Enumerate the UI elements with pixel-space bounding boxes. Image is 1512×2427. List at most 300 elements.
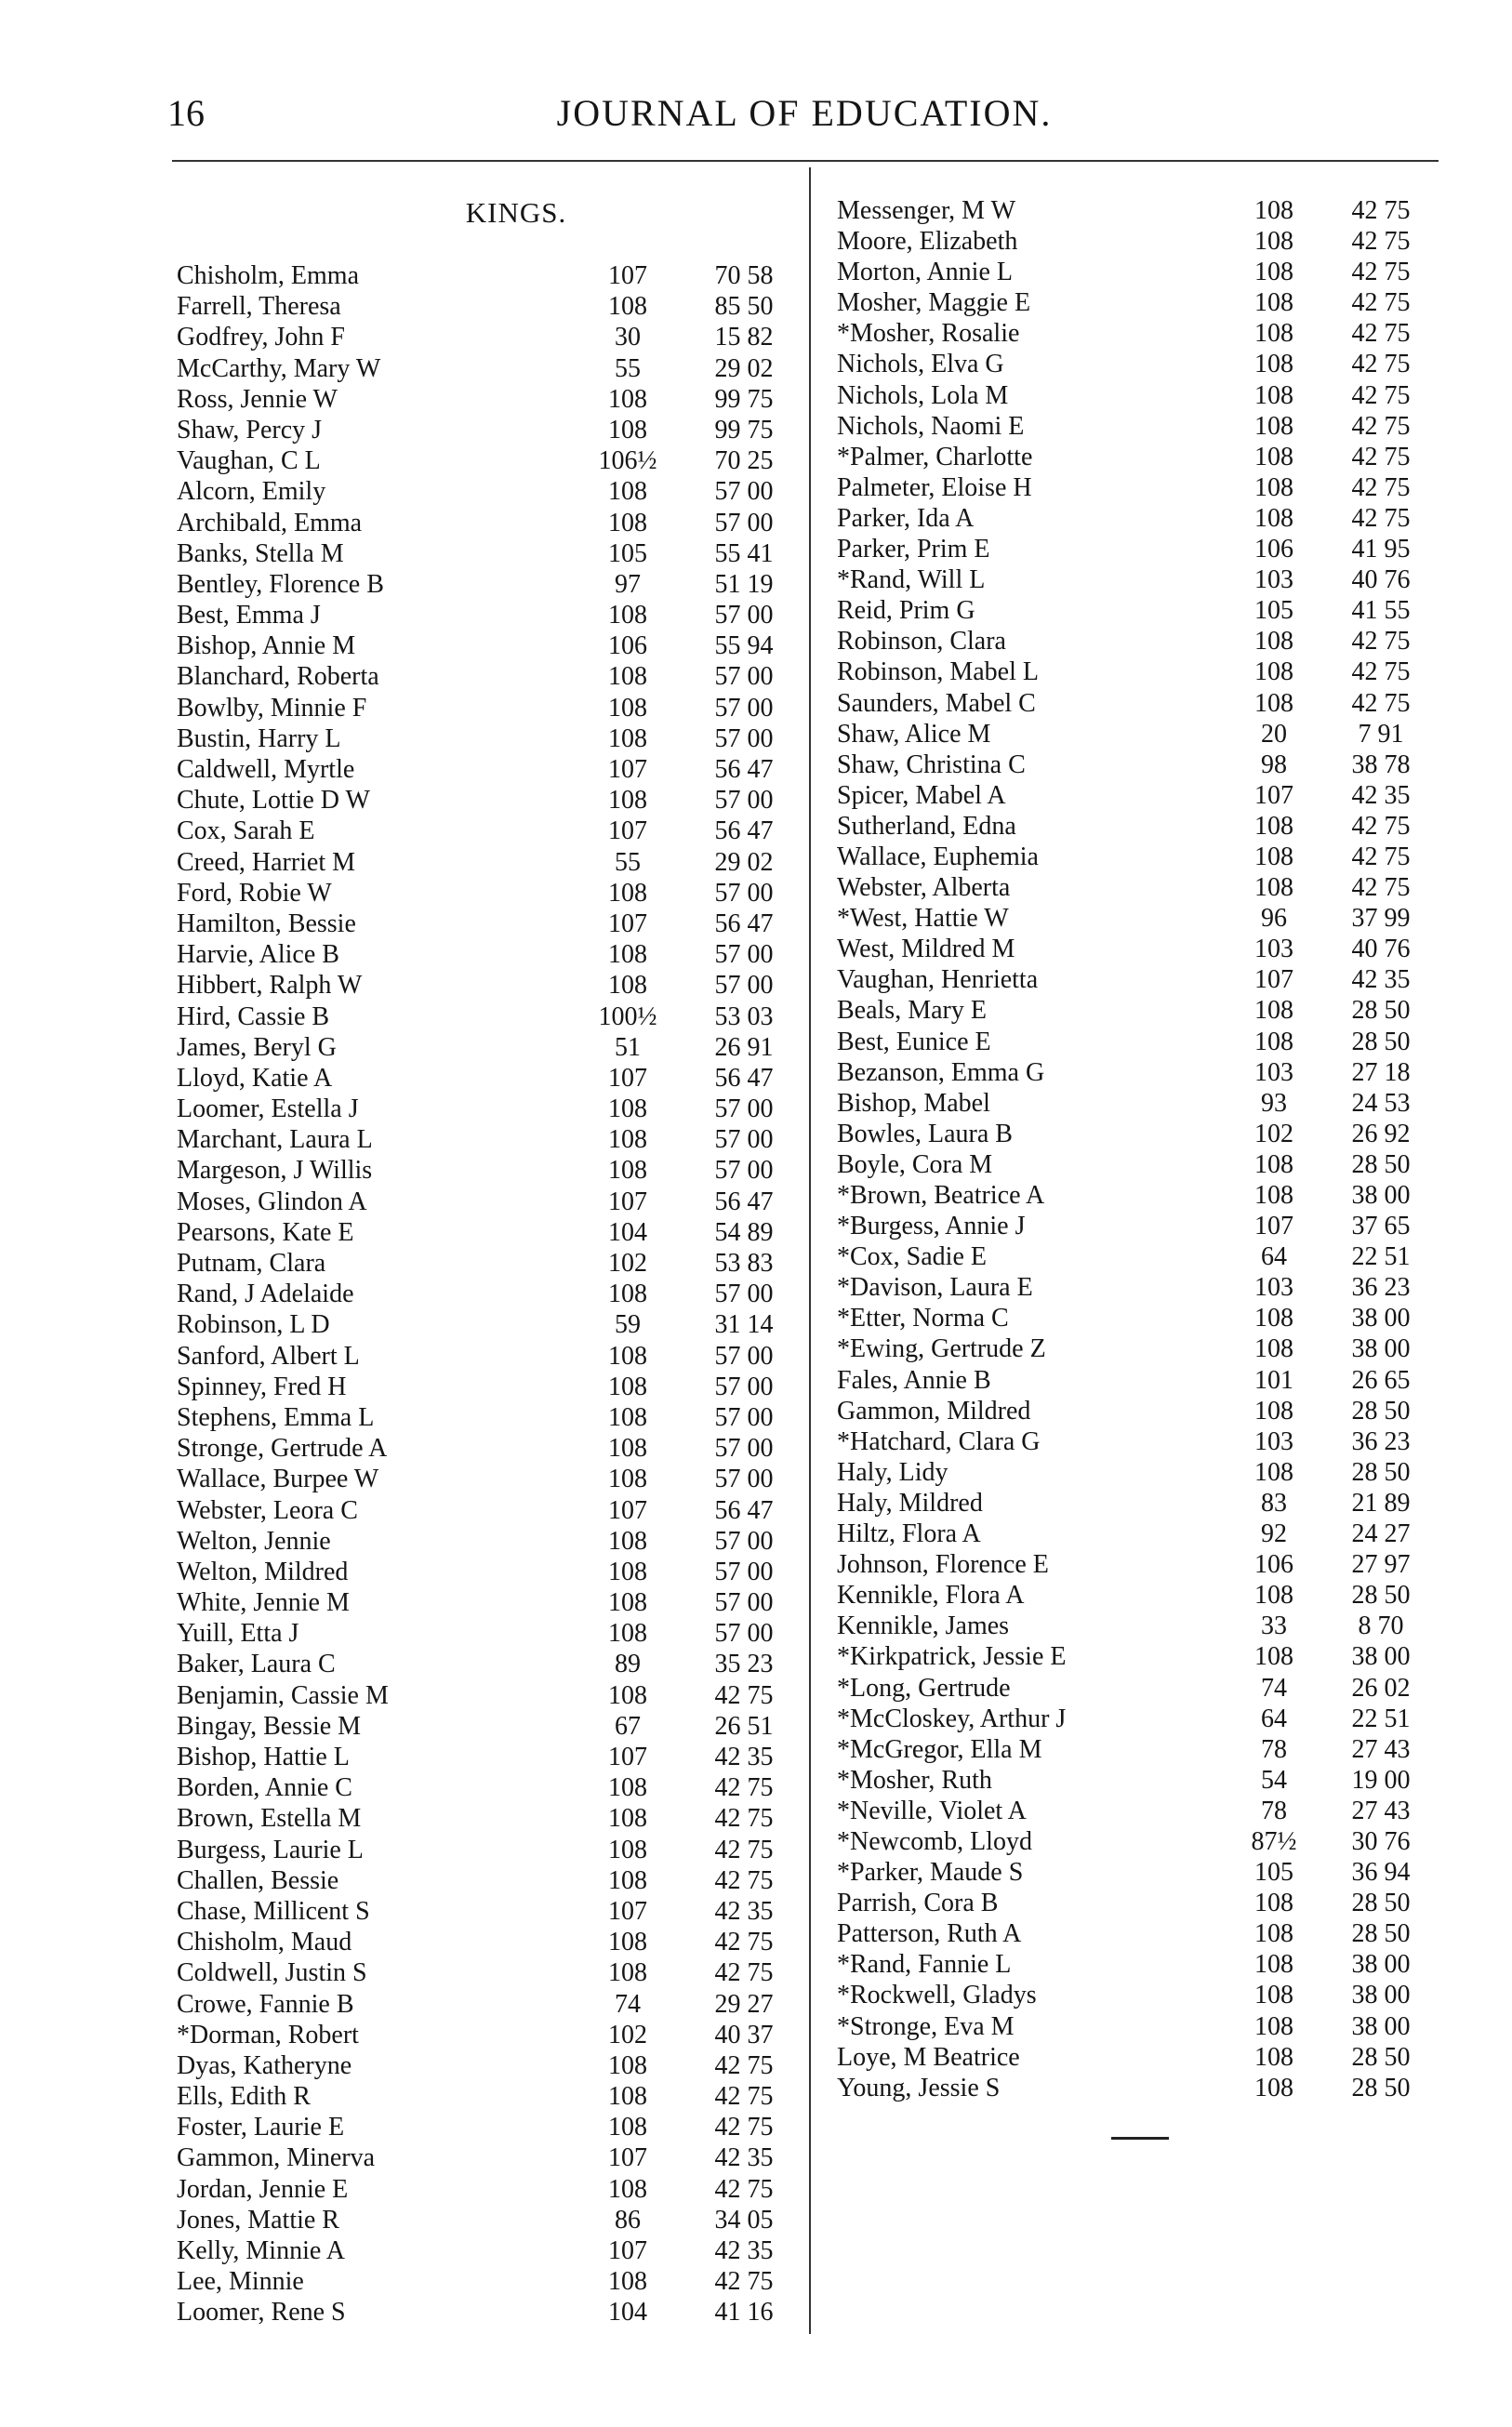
grant-amount: 28 50 xyxy=(1351,2042,1411,2072)
days-taught: 108 xyxy=(608,1156,647,1186)
grant-amount: 41 16 xyxy=(714,2298,774,2328)
grant-amount: 28 50 xyxy=(1351,1919,1411,1949)
grant-amount: 42 75 xyxy=(714,1773,774,1803)
teacher-name: *Cox, Sadie E xyxy=(837,1242,987,1272)
grant-amount: 57 00 xyxy=(714,1557,774,1586)
days-taught: 105 xyxy=(1254,596,1293,626)
grant-amount: 7 91 xyxy=(1358,719,1404,749)
grant-amount: 42 75 xyxy=(1351,688,1411,718)
days-taught: 104 xyxy=(608,2298,647,2328)
table-row xyxy=(832,842,1441,872)
days-taught: 108 xyxy=(1254,1304,1293,1333)
days-taught: 108 xyxy=(608,1557,647,1586)
table-row xyxy=(167,1896,800,1927)
teacher-name: *Rand, Will L xyxy=(837,565,986,595)
grant-amount: 55 94 xyxy=(714,631,774,661)
teacher-name: Young, Jessie S xyxy=(837,2073,1001,2102)
days-taught: 108 xyxy=(608,1865,647,1895)
table-row xyxy=(832,534,1441,564)
grant-amount: 42 35 xyxy=(714,1743,774,1771)
table-row xyxy=(167,353,800,384)
left-column xyxy=(167,195,800,2328)
table-row xyxy=(167,1279,800,1309)
grant-amount: 15 82 xyxy=(714,323,774,352)
teacher-name: *McCloskey, Arthur J xyxy=(837,1704,1067,1733)
grant-amount: 42 75 xyxy=(714,1958,774,1988)
table-row xyxy=(832,226,1441,257)
grant-amount: 56 47 xyxy=(714,1063,774,1093)
table-row xyxy=(832,1734,1441,1765)
days-taught: 101 xyxy=(1254,1365,1293,1395)
grant-amount: 27 97 xyxy=(1351,1550,1411,1580)
grant-amount: 57 00 xyxy=(714,878,774,908)
table-row xyxy=(832,1303,1441,1333)
table-row xyxy=(167,508,800,538)
grant-amount: 42 75 xyxy=(1351,319,1411,349)
table-row xyxy=(832,1826,1441,1857)
grant-amount: 37 65 xyxy=(1351,1212,1411,1241)
table-row xyxy=(832,903,1441,934)
teacher-name: Webster, Leora C xyxy=(177,1495,358,1525)
days-taught: 108 xyxy=(608,384,647,414)
grant-amount: 24 53 xyxy=(1351,1088,1411,1118)
table-row xyxy=(832,688,1441,719)
table-row xyxy=(167,939,800,970)
table-row xyxy=(832,656,1441,687)
table-row xyxy=(167,1927,800,1957)
table-row xyxy=(832,287,1441,318)
grant-amount: 26 02 xyxy=(1351,1673,1411,1703)
grant-amount: 38 78 xyxy=(1351,749,1411,779)
teacher-name: Chase, Millicent S xyxy=(177,1896,370,1926)
days-taught: 78 xyxy=(1261,1796,1287,1825)
days-taught: 108 xyxy=(1254,2073,1293,2102)
grant-amount: 42 75 xyxy=(1351,288,1411,318)
table-row xyxy=(167,2235,800,2266)
table-row xyxy=(832,1857,1441,1888)
page-header xyxy=(167,91,1441,147)
page-number: 16 xyxy=(167,92,205,134)
days-taught: 55 xyxy=(615,353,641,383)
teacher-name: *Parker, Maude S xyxy=(837,1858,1024,1888)
grant-amount: 42 75 xyxy=(714,1928,774,1957)
table-row xyxy=(167,1803,800,1834)
table-row xyxy=(832,564,1441,595)
teacher-name: Spinney, Fred H xyxy=(177,1372,347,1401)
grant-amount: 30 76 xyxy=(1351,1826,1411,1856)
grant-amount: 29 02 xyxy=(714,847,774,877)
days-taught: 108 xyxy=(1254,258,1293,287)
teacher-name: Baker, Laura C xyxy=(177,1650,336,1679)
grant-amount: 42 75 xyxy=(1351,350,1411,379)
table-row xyxy=(167,970,800,1001)
days-taught: 108 xyxy=(608,1804,647,1834)
days-taught: 108 xyxy=(608,2113,647,2142)
teacher-name: Rand, J Adelaide xyxy=(177,1280,354,1309)
grant-amount: 99 75 xyxy=(714,415,774,444)
table-row xyxy=(832,1272,1441,1303)
grant-amount: 57 00 xyxy=(714,1280,774,1309)
table-row xyxy=(832,872,1441,903)
table-row xyxy=(167,630,800,661)
table-row xyxy=(832,995,1441,1026)
days-taught: 108 xyxy=(608,1125,647,1155)
grant-amount: 57 00 xyxy=(714,1372,774,1401)
teacher-name: Stephens, Emma L xyxy=(177,1402,375,1432)
teacher-name: Shaw, Christina C xyxy=(837,749,1026,779)
teacher-name: *Long, Gertrude xyxy=(837,1673,1011,1703)
table-row xyxy=(832,1211,1441,1241)
table-row xyxy=(167,600,800,630)
table-row xyxy=(167,1155,800,1186)
teacher-name: Sanford, Albert L xyxy=(177,1341,360,1371)
days-taught: 107 xyxy=(608,2236,647,2265)
table-row xyxy=(832,1088,1441,1119)
teacher-name: Lee, Minnie xyxy=(177,2267,304,2297)
teacher-name: Beals, Mary E xyxy=(837,996,987,1026)
days-taught: 108 xyxy=(608,1619,647,1649)
grant-amount: 42 75 xyxy=(714,1804,774,1834)
days-taught: 108 xyxy=(1254,1181,1293,1210)
teacher-name: Hibbert, Ralph W xyxy=(177,971,363,1001)
table-row xyxy=(832,411,1441,442)
table-row xyxy=(167,2266,800,2297)
days-taught: 108 xyxy=(1254,1334,1293,1364)
days-taught: 108 xyxy=(608,1465,647,1494)
grant-amount: 56 47 xyxy=(714,816,774,846)
grant-amount: 28 50 xyxy=(1351,1027,1411,1056)
teacher-name: *Dorman, Robert xyxy=(177,2020,359,2049)
days-taught: 103 xyxy=(1254,1426,1293,1456)
table-row xyxy=(167,1433,800,1464)
table-row xyxy=(167,2050,800,2081)
grant-amount: 42 35 xyxy=(1351,780,1411,810)
days-taught: 108 xyxy=(608,1928,647,1957)
table-row xyxy=(167,1835,800,1865)
grant-amount: 29 02 xyxy=(714,353,774,383)
table-row xyxy=(167,322,800,352)
table-row xyxy=(832,1488,1441,1519)
table-row xyxy=(167,1742,800,1772)
grant-amount: 42 75 xyxy=(1351,442,1411,471)
grant-amount: 27 43 xyxy=(1351,1796,1411,1825)
column-divider xyxy=(809,167,811,2334)
days-taught: 108 xyxy=(1254,688,1293,718)
teacher-name: Best, Eunice E xyxy=(837,1027,991,1056)
grant-amount: 26 51 xyxy=(714,1711,774,1741)
teacher-name: McCarthy, Mary W xyxy=(177,353,381,383)
days-taught: 108 xyxy=(608,1773,647,1803)
table-row xyxy=(832,1611,1441,1641)
days-taught: 108 xyxy=(608,940,647,970)
teacher-name: *McGregor, Ella M xyxy=(837,1734,1042,1764)
teacher-name: Alcorn, Emily xyxy=(177,477,326,507)
table-row xyxy=(832,595,1441,626)
days-taught: 108 xyxy=(1254,873,1293,903)
days-taught: 108 xyxy=(1254,380,1293,410)
table-row xyxy=(832,1333,1441,1364)
teacher-name: Blanchard, Roberta xyxy=(177,662,379,692)
grant-amount: 57 00 xyxy=(714,1619,774,1649)
teacher-name: *Mosher, Rosalie xyxy=(837,319,1020,349)
grant-amount: 28 50 xyxy=(1351,2073,1411,2102)
grant-amount: 42 75 xyxy=(714,2082,774,2112)
table-row xyxy=(167,415,800,445)
teacher-name: Welton, Mildred xyxy=(177,1557,349,1586)
days-taught: 108 xyxy=(608,1835,647,1864)
days-taught: 64 xyxy=(1261,1242,1287,1272)
table-row xyxy=(167,785,800,816)
table-row xyxy=(167,569,800,600)
teacher-name: Benjamin, Cassie M xyxy=(177,1680,389,1710)
table-row xyxy=(832,1796,1441,1826)
table-row xyxy=(832,1673,1441,1704)
table-row xyxy=(167,1032,800,1063)
teacher-name: Borden, Annie C xyxy=(177,1773,352,1803)
teacher-name: *Brown, Beatrice A xyxy=(837,1181,1045,1210)
grant-amount: 57 00 xyxy=(714,1094,774,1124)
teacher-name: Caldwell, Myrtle xyxy=(177,755,355,784)
days-taught: 33 xyxy=(1261,1611,1287,1641)
table-row xyxy=(167,1094,800,1124)
days-taught: 108 xyxy=(608,1094,647,1124)
days-taught: 108 xyxy=(1254,411,1293,441)
table-row xyxy=(832,1580,1441,1611)
teacher-name: Loomer, Rene S xyxy=(177,2298,346,2328)
days-taught: 92 xyxy=(1261,1519,1287,1549)
days-taught: 89 xyxy=(615,1650,641,1679)
teacher-name: Nichols, Elva G xyxy=(837,350,1004,379)
table-row xyxy=(167,661,800,692)
teacher-name: Brown, Estella M xyxy=(177,1804,362,1834)
teacher-name: Putnam, Clara xyxy=(177,1249,326,1278)
table-row xyxy=(167,1711,800,1742)
teacher-name: Crowe, Fannie B xyxy=(177,1989,354,2019)
teacher-name: *West, Hattie W xyxy=(837,904,1009,934)
days-taught: 107 xyxy=(608,908,647,938)
teacher-name: *Hatchard, Clara G xyxy=(837,1426,1041,1456)
table-row xyxy=(832,1457,1441,1488)
teacher-name: Marchant, Laura L xyxy=(177,1125,373,1155)
days-taught: 59 xyxy=(615,1310,641,1340)
days-taught: 108 xyxy=(1254,472,1293,502)
days-taught: 107 xyxy=(608,1896,647,1926)
grant-amount: 42 75 xyxy=(1351,411,1411,441)
teacher-name: Mosher, Maggie E xyxy=(837,288,1031,318)
grant-amount: 56 47 xyxy=(714,908,774,938)
teacher-name: Parker, Prim E xyxy=(837,535,990,564)
teacher-name: Bustin, Harry L xyxy=(177,723,341,753)
days-taught: 107 xyxy=(608,1495,647,1525)
days-taught: 107 xyxy=(608,1187,647,1216)
days-taught: 97 xyxy=(615,569,641,599)
table-row xyxy=(832,1704,1441,1734)
grant-amount: 28 50 xyxy=(1351,1457,1411,1487)
grant-amount: 53 83 xyxy=(714,1249,774,1278)
grant-amount: 42 35 xyxy=(714,1896,774,1926)
table-row xyxy=(832,780,1441,811)
teacher-name: Vaughan, C L xyxy=(177,446,321,476)
teacher-name: *Palmer, Charlotte xyxy=(837,442,1033,471)
grant-amount: 70 25 xyxy=(714,446,774,476)
teacher-name: Sutherland, Edna xyxy=(837,811,1016,841)
grant-amount: 99 75 xyxy=(714,384,774,414)
table-row xyxy=(167,908,800,939)
grant-amount: 8 70 xyxy=(1358,1611,1404,1641)
table-row xyxy=(167,1063,800,1094)
days-taught: 108 xyxy=(608,662,647,692)
grant-amount: 36 94 xyxy=(1351,1858,1411,1888)
grant-amount: 42 75 xyxy=(1351,472,1411,502)
days-taught: 108 xyxy=(1254,1027,1293,1056)
teacher-name: Chisholm, Emma xyxy=(177,261,359,290)
teacher-name: Coldwell, Justin S xyxy=(177,1958,367,1988)
teacher-name: Creed, Harriet M xyxy=(177,847,356,877)
teacher-name: Patterson, Ruth A xyxy=(837,1919,1022,1949)
days-taught: 108 xyxy=(608,292,647,322)
days-taught: 108 xyxy=(608,1588,647,1618)
teacher-name: Moses, Glindon A xyxy=(177,1187,367,1216)
days-taught: 106 xyxy=(1254,1550,1293,1580)
days-taught: 108 xyxy=(608,415,647,444)
teacher-name: Margeson, J Willis xyxy=(177,1156,373,1186)
table-row xyxy=(832,195,1441,226)
grant-amount: 42 35 xyxy=(1351,965,1411,995)
days-taught: 107 xyxy=(608,755,647,784)
teacher-name: *Burgess, Annie J xyxy=(837,1212,1026,1241)
grant-amount: 57 00 xyxy=(714,1341,774,1371)
days-taught: 108 xyxy=(1254,842,1293,871)
days-taught: 108 xyxy=(1254,1889,1293,1918)
teacher-name: White, Jennie M xyxy=(177,1588,350,1618)
days-taught: 103 xyxy=(1254,1273,1293,1303)
grant-amount: 57 00 xyxy=(714,662,774,692)
teacher-name: West, Mildred M xyxy=(837,935,1015,964)
teacher-name: Robinson, Clara xyxy=(837,627,1006,656)
table-row xyxy=(167,445,800,476)
table-row xyxy=(832,442,1441,472)
teacher-name: Cox, Sarah E xyxy=(177,816,315,846)
teacher-name: Spicer, Mabel A xyxy=(837,780,1006,810)
teacher-name: Yuill, Etta J xyxy=(177,1619,299,1649)
grant-amount: 38 00 xyxy=(1351,1642,1411,1672)
grant-amount: 56 47 xyxy=(714,1495,774,1525)
header-rule xyxy=(172,160,1439,162)
table-row xyxy=(167,2112,800,2142)
days-taught: 102 xyxy=(608,2020,647,2049)
teacher-name: Hird, Cassie B xyxy=(177,1001,330,1031)
teacher-name: *Etter, Norma C xyxy=(837,1304,1009,1333)
table-row xyxy=(167,1217,800,1248)
days-taught: 108 xyxy=(608,786,647,816)
grant-amount: 85 50 xyxy=(714,292,774,322)
days-taught: 106 xyxy=(1254,535,1293,564)
teacher-name: *Davison, Laura E xyxy=(837,1273,1033,1303)
table-row xyxy=(832,2042,1441,2073)
end-rule xyxy=(1111,2137,1169,2140)
grant-amount: 42 75 xyxy=(1351,873,1411,903)
grant-amount: 42 35 xyxy=(714,2236,774,2265)
grant-amount: 31 14 xyxy=(714,1310,774,1340)
table-row xyxy=(167,476,800,507)
table-row xyxy=(167,847,800,878)
table-row xyxy=(832,811,1441,842)
grant-amount: 42 75 xyxy=(1351,227,1411,257)
grant-amount: 38 00 xyxy=(1351,2011,1411,2041)
table-row xyxy=(167,2020,800,2050)
days-taught: 103 xyxy=(1254,565,1293,595)
grant-amount: 38 00 xyxy=(1351,1304,1411,1333)
days-taught: 108 xyxy=(1254,288,1293,318)
teacher-name: Archibald, Emma xyxy=(177,508,363,537)
grant-amount: 57 00 xyxy=(714,1156,774,1186)
table-row xyxy=(832,2073,1441,2103)
teacher-name: *Stronge, Eva M xyxy=(837,2011,1015,2041)
days-taught: 108 xyxy=(1254,657,1293,687)
table-row xyxy=(832,749,1441,780)
teacher-name: Farrell, Theresa xyxy=(177,292,341,322)
table-row xyxy=(167,1309,800,1340)
teacher-name: Shaw, Percy J xyxy=(177,415,323,444)
table-row xyxy=(167,1865,800,1896)
days-taught: 54 xyxy=(1261,1765,1287,1795)
grant-amount: 42 75 xyxy=(1351,811,1411,841)
teacher-name: Dyas, Katheryne xyxy=(177,2050,352,2080)
table-row xyxy=(167,1372,800,1402)
table-row xyxy=(167,2081,800,2112)
days-taught: 108 xyxy=(1254,227,1293,257)
teacher-name: Johnson, Florence E xyxy=(837,1550,1049,1580)
table-row xyxy=(167,1187,800,1217)
days-taught: 103 xyxy=(1254,1057,1293,1087)
table-row xyxy=(832,626,1441,656)
days-taught: 106 xyxy=(608,631,647,661)
grant-amount: 53 03 xyxy=(714,1001,774,1031)
table-row xyxy=(167,1772,800,1803)
grant-amount: 57 00 xyxy=(714,940,774,970)
teacher-name: Stronge, Gertrude A xyxy=(177,1434,388,1464)
table-row xyxy=(167,1587,800,1618)
days-taught: 83 xyxy=(1261,1488,1287,1518)
days-taught: 64 xyxy=(1261,1704,1287,1733)
table-row xyxy=(167,538,800,569)
grant-amount: 57 00 xyxy=(714,1125,774,1155)
table-row xyxy=(832,1918,1441,1949)
teacher-name: Bingay, Bessie M xyxy=(177,1711,362,1741)
grant-amount: 19 00 xyxy=(1351,1765,1411,1795)
days-taught: 108 xyxy=(1254,350,1293,379)
teacher-name: James, Beryl G xyxy=(177,1032,337,1062)
table-row xyxy=(832,719,1441,749)
table-row xyxy=(167,1464,800,1494)
grant-amount: 28 50 xyxy=(1351,996,1411,1026)
table-row xyxy=(832,1396,1441,1426)
days-taught: 67 xyxy=(615,1711,641,1741)
teacher-name: Bishop, Annie M xyxy=(177,631,356,661)
days-taught: 74 xyxy=(1261,1673,1287,1703)
journal-title: JOURNAL OF EDUCATION. xyxy=(556,92,1053,134)
grant-amount: 41 55 xyxy=(1351,596,1411,626)
grant-amount: 42 75 xyxy=(1351,627,1411,656)
days-taught: 108 xyxy=(1254,503,1293,533)
teacher-name: Bentley, Florence B xyxy=(177,569,384,599)
teacher-name: Banks, Stella M xyxy=(177,538,344,568)
table-row xyxy=(832,1149,1441,1180)
grant-amount: 34 05 xyxy=(714,2205,774,2235)
grant-amount: 22 51 xyxy=(1351,1242,1411,1272)
teacher-name: *Rockwell, Gladys xyxy=(837,1981,1037,2010)
teacher-name: Ells, Edith R xyxy=(177,2082,311,2112)
